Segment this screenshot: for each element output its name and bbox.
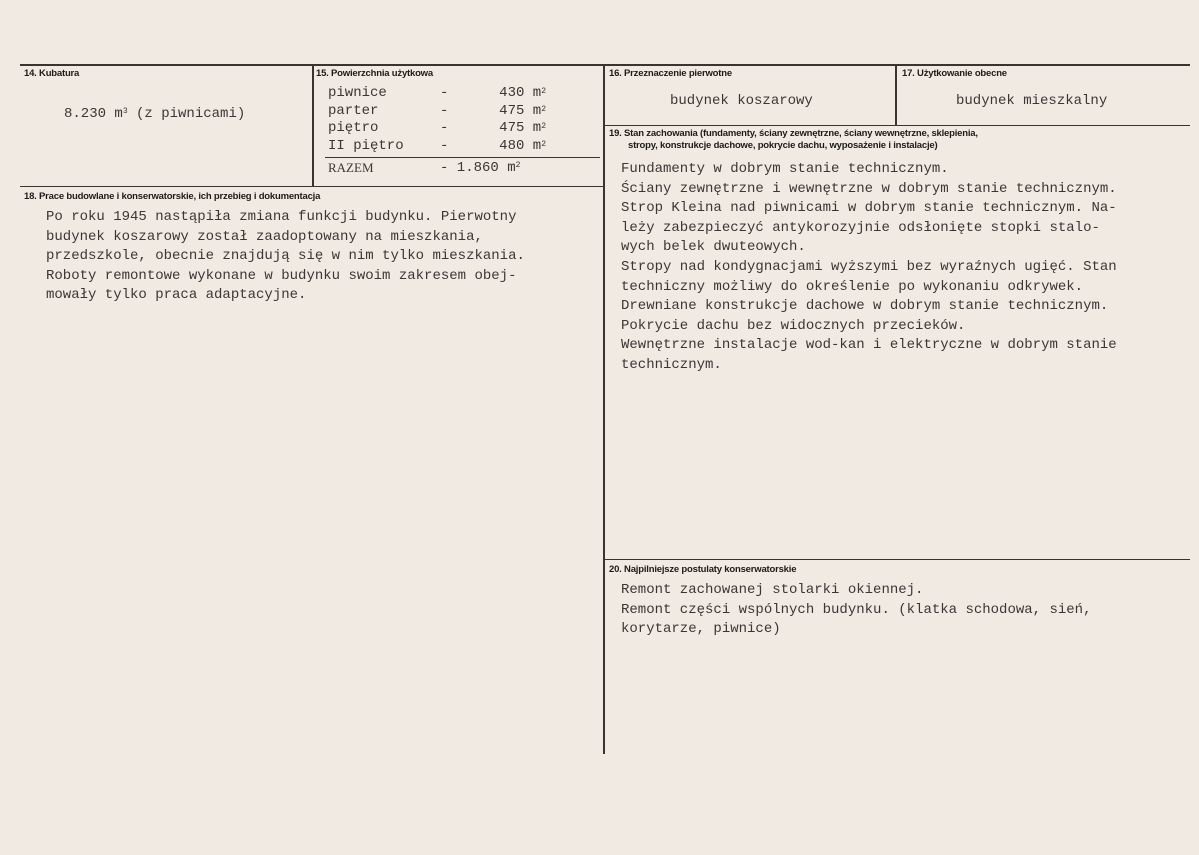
przeznaczenie-value: budynek koszarowy [670,93,813,109]
text-line: Remont części wspólnych budynku. (klatka schodowa, sień, [621,601,1092,618]
area-row [328,120,546,138]
area-dash: - [440,102,449,119]
text-line: Pokrycie dachu bez widocznych przecieków. [621,317,966,334]
area-row [328,138,546,156]
area-row [328,103,546,121]
area-row [328,85,546,103]
area-value [478,103,546,121]
uzytkowanie-value: budynek mieszkalny [956,93,1108,109]
top-rule [20,64,1190,66]
postulaty-text [621,581,1091,640]
kubatura-header: 14. Kubatura [24,68,80,79]
rule-razem [325,157,600,158]
area-dash: - [440,85,449,101]
kubatura-unit-sup: 3 [122,107,128,116]
text-line: mowały tylko praca adaptacyjne. [46,287,307,303]
stan-header-line2: stropy, konstrukcje dachowe, pokrycie dachu, wyposażenie i instalacje) [628,140,938,151]
prace-text [46,208,525,306]
area-label: II piętro [328,137,404,154]
area-value [478,138,546,156]
area-value-text: 430 m [499,85,542,101]
area-value [478,85,546,103]
text-line: budynek koszarowy został zaadoptowany na mieszkania, [46,228,483,245]
text-line: Ściany zewnętrzne i wewnętrzne w dobrym stanie technicznym. [621,180,1117,197]
area-dash: - [440,120,449,136]
area-sup: 2 [541,104,546,114]
przeznaczenie-header: 16. Przeznaczenie pierwotne [609,68,732,79]
text-line: Wewnętrzne instalacje wod-kan i elektryczne w dobrym stanie [621,337,1117,354]
razem-value [440,159,520,177]
area-value [478,120,546,138]
razem-value-text: - 1.860 m [440,160,516,176]
text-line: technicznym. [621,356,722,373]
kubatura-suffix: (z piwnicami) [127,106,246,122]
text-line: Roboty remontowe wykonane w budynku swoim zakresem obej- [46,267,517,284]
postulaty-header: 20. Najpilniejsze postulaty konserwatorskie [609,564,797,575]
text-line: przedszkole, obecnie znajdują się w nim tylko mieszkania. [46,248,525,264]
divider-16-17 [895,64,897,126]
kubatura-value [64,105,245,123]
stan-text [621,160,1117,376]
text-line: Drewniane konstrukcje dachowe w dobrym stanie technicznym. [621,298,1109,315]
area-value-text: 475 m [499,120,542,136]
area-value-text: 480 m [499,137,542,154]
razem-sup: 2 [515,161,521,170]
razem-label: RAZEM [328,160,374,175]
text-line: techniczny możliwy do określenie po wykonaniu odkrywek. [621,278,1084,295]
area-sup: 2 [541,122,546,131]
area-sup: 2 [541,139,546,149]
powierzchnia-table [328,85,546,155]
area-label: piętro [328,120,379,136]
area-sup: 2 [541,87,546,96]
rule-below-16-17 [603,125,1190,126]
area-label: piwnice [328,85,387,101]
divider-15-16 [603,64,605,754]
text-line: Remont zachowanej stolarki okiennej. [621,582,924,598]
text-line: Stropy nad kondygnacjami wyższymi bez wyraźnych ugięć. Stan [621,258,1117,275]
text-line: Po roku 1945 nastąpiła zmiana funkcji budynku. Pierwotny [46,209,517,225]
text-line: korytarze, piwnice) [621,621,781,637]
area-label: parter [328,102,379,119]
divider-14-15 [312,64,314,186]
stan-header-line1: 19. Stan zachowania (fundamenty, ściany zewnętrzne, ściany wewnętrzne, sklepienia, [609,128,978,139]
rule-above-20 [603,559,1190,560]
rule-above-18 [20,186,604,187]
prace-header: 18. Prace budowlane i konserwatorskie, ich przebieg i dokumentacja [24,191,321,202]
kubatura-number: 8.230 m [64,106,123,122]
text-line: Strop Kleina nad piwnicami w dobrym stanie technicznym. Na- [621,200,1117,217]
text-line: Fundamenty w dobrym stanie technicznym. [621,161,949,177]
powierzchnia-header: 15. Powierzchnia użytkowa [316,68,433,79]
area-value-text: 475 m [499,102,542,119]
text-line: leży zabezpieczyć antykorozyjnie odsłonięte stopki stalo- [621,219,1100,236]
uzytkowanie-header: 17. Użytkowanie obecne [902,68,1007,79]
area-dash: - [440,137,449,154]
text-line: wych belek dwuteowych. [621,239,806,256]
